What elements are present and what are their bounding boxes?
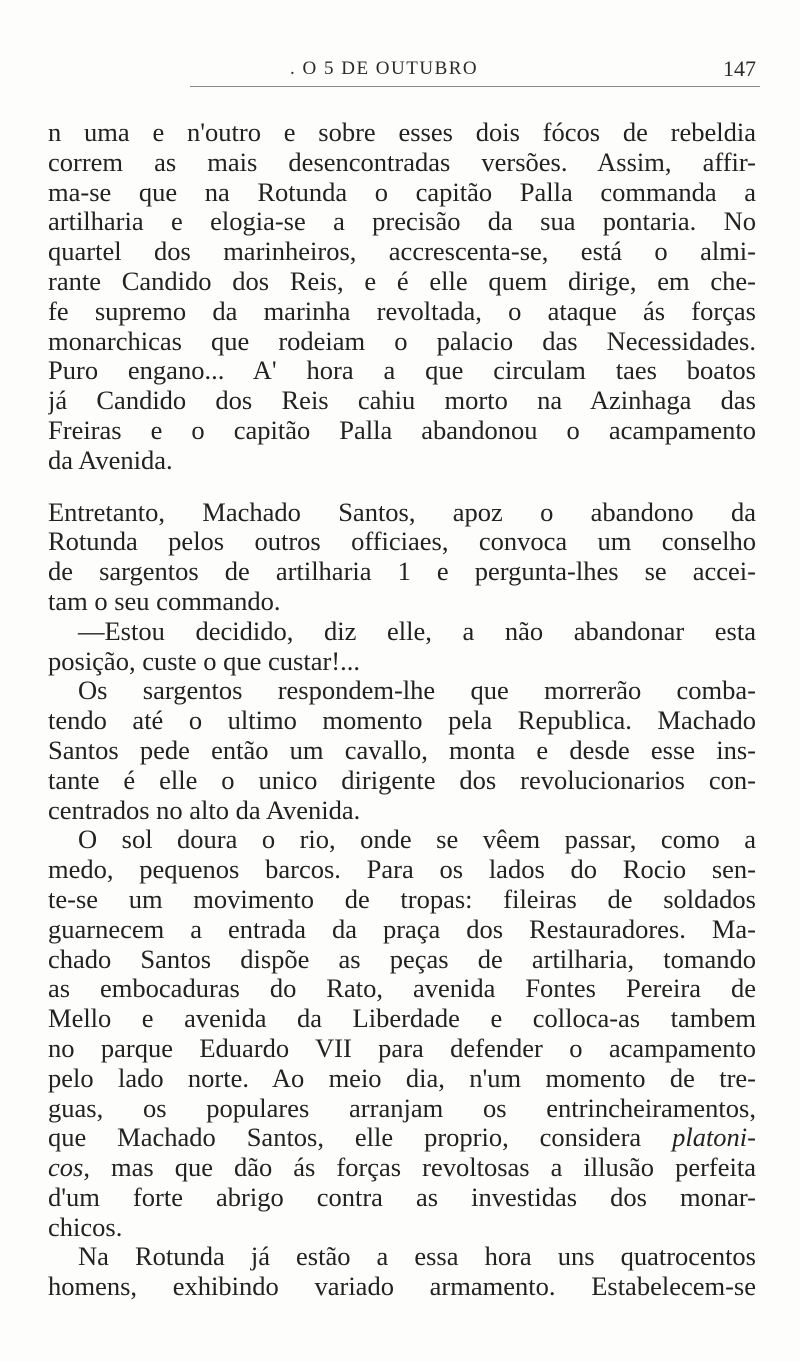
- text-line: tam o seu commando.: [48, 585, 281, 616]
- text-line: homens, exhibindo variado armamento. Estabelecem-se: [48, 1272, 756, 1302]
- text-line: n uma e n'outro e sobre esses dois fócos de rebeldia: [48, 118, 756, 147]
- paragraph: [48, 498, 756, 617]
- text-line: Freiras e o capitão Palla abandonou o acampamento: [48, 415, 756, 445]
- text-line: Na Rotunda já estão a essa hora uns quatrocentos: [78, 1242, 756, 1272]
- text-line: no parque Eduardo VII para defender o acampamento: [48, 1033, 756, 1063]
- text-line: Os sargentos respondem-lhe que morrerão comba-: [78, 676, 756, 706]
- text-line: te-se um movimento de tropas: fileiras de soldados: [48, 884, 756, 914]
- text-line: pelo lado norte. Ao meio dia, n'um momento de tre-: [48, 1063, 756, 1093]
- text-line: d'um forte abrigo contra as investidas dos monar-: [48, 1182, 756, 1212]
- paragraph: [48, 617, 756, 677]
- text-line: tendo até o ultimo momento pela Republica. Machado: [48, 706, 756, 736]
- paragraph: [48, 1242, 756, 1302]
- text-line: O sol doura o rio, onde se vêem passar, como a: [78, 825, 756, 855]
- text-line: Mello e avenida da Liberdade e colloca-as tambem: [48, 1004, 756, 1034]
- text-line: monarchicas que rodeiam o palacio das Necessidades.: [48, 326, 756, 356]
- text-line: —Estou decidido, diz elle, a não abandonar esta: [78, 616, 756, 646]
- text-line: Puro engano... A' hora a que circulam taes boatos: [48, 356, 756, 386]
- text-line: de sargentos de artilharia 1 e pergunta-lhes se accei-: [48, 557, 756, 587]
- text-line: tante é elle o unico dirigente dos revolucionarios con-: [48, 765, 756, 795]
- text-line: correm as mais desencontradas versões. Assim, affir-: [48, 147, 756, 177]
- text-run: , mas que dão ás forças revoltosas a illusão perfeita: [83, 1153, 756, 1183]
- text-line: da Avenida.: [48, 444, 173, 475]
- running-head: [190, 56, 760, 86]
- paragraph: [48, 825, 756, 1242]
- page-number: 147: [723, 56, 756, 81]
- paragraph-gap: [48, 476, 756, 498]
- text-line: guas, os populares arranjam os entrincheiramentos,: [48, 1093, 756, 1123]
- text-line: artilharia e elogia-se a precisão da sua pontaria. No: [48, 207, 756, 237]
- header-rule: [190, 86, 760, 87]
- paragraph: [48, 676, 756, 825]
- text-line: Rotunda pelos outros officiaes, convoca um conselho: [48, 527, 756, 557]
- text-line: as embocaduras do Rato, avenida Fontes Pereira de: [48, 974, 756, 1004]
- text-line: Santos pede então um cavallo, monta e desde esse ins-: [48, 735, 756, 765]
- text-line: centrados no alto da Avenida.: [48, 794, 361, 825]
- text-line: quartel dos marinheiros, accrescenta-se, está o almi-: [48, 237, 756, 267]
- paragraph: [48, 118, 756, 476]
- text-line: chado Santos dispõe as peças de artilharia, tomando: [48, 944, 756, 974]
- text-line: chicos.: [48, 1211, 123, 1242]
- text-line: fe supremo da marinha revoltada, o ataque ás forças: [48, 296, 756, 326]
- text-run: que Machado Santos, elle proprio, considera: [48, 1123, 673, 1153]
- text-line: já Candido dos Reis cahiu morto na Azinhaga das: [48, 386, 756, 416]
- text-line: guarnecem a entrada da praça dos Restauradores. Ma-: [48, 914, 756, 944]
- italic-word: cos: [48, 1153, 84, 1183]
- body-text: [48, 118, 756, 1302]
- text-line: rante Candido dos Reis, e é elle quem dirige, em che-: [48, 266, 756, 296]
- text-line: ma-se que na Rotunda o capitão Palla commanda a: [48, 177, 756, 207]
- text-line: medo, pequenos barcos. Para os lados do Rocio sen-: [48, 855, 756, 885]
- running-title: . O 5 DE OUTUBRO: [290, 58, 479, 79]
- text-line: posição, custe o que custar!...: [48, 645, 361, 676]
- text-line: [48, 1123, 756, 1153]
- text-line: Entretanto, Machado Santos, apoz o abandono da: [48, 497, 756, 527]
- italic-word: platoni-: [672, 1123, 756, 1153]
- text-line: [48, 1153, 756, 1183]
